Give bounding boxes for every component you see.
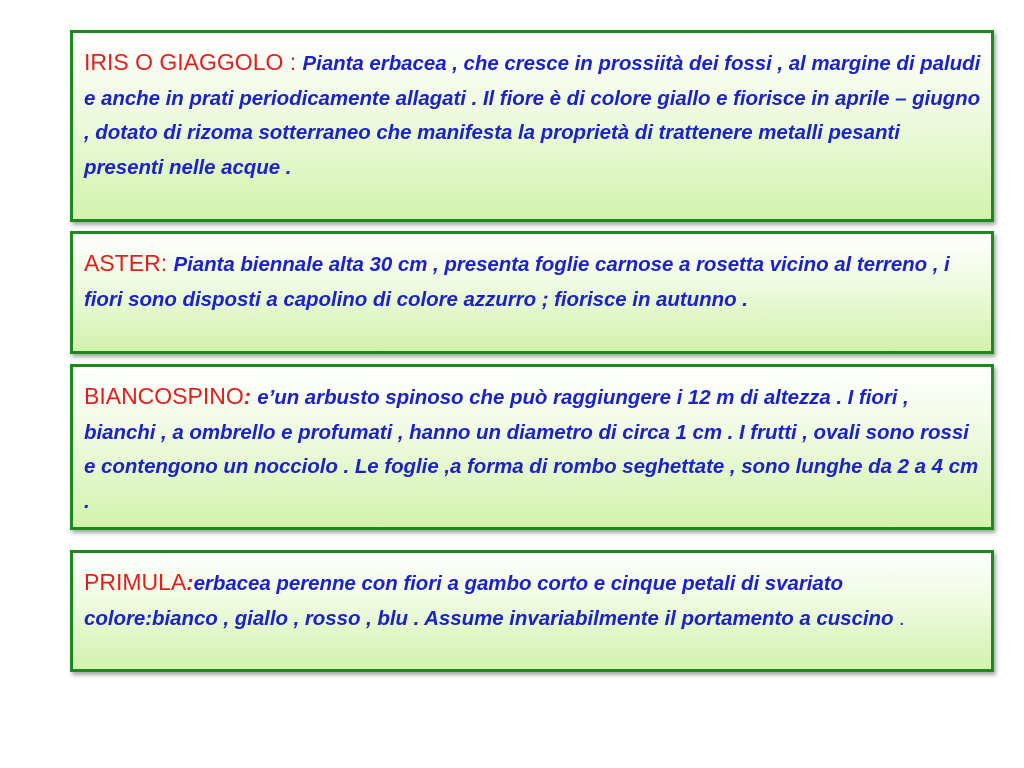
text-box-primula bbox=[70, 550, 994, 672]
colon-aster: : bbox=[160, 250, 174, 276]
description-biancospino: e’un arbusto spinoso che può raggiungere i 12 m di altezza . I fiori , bianchi , a ombrello e profumati , hanno un diametro di circa 1 cm . I frutti , ovali sono rossi e contengono un nocciolo . Le foglie ,a forma di rombo seghettate , sono lunghe da 2 a 4 cm . bbox=[84, 386, 979, 513]
heading-primula: PRIMULA bbox=[84, 569, 187, 595]
text-box-aster bbox=[70, 231, 994, 354]
text-box-iris bbox=[70, 30, 994, 222]
trailing-period-primula: . bbox=[893, 607, 905, 630]
heading-aster: ASTER bbox=[84, 250, 161, 276]
description-aster: Pianta biennale alta 30 cm , presenta foglie carnose a rosetta vicino al terreno , i fiori sono disposti a capolino di colore azzurro ; fiorisce in autunno . bbox=[84, 253, 950, 311]
colon-primula: : bbox=[186, 570, 194, 595]
heading-biancospino: BIANCOSPINO bbox=[84, 383, 244, 409]
colon-biancospino: : bbox=[243, 384, 258, 409]
text-box-biancospino bbox=[70, 364, 994, 530]
description-iris: Pianta erbacea , che cresce in prossiità dei fossi , al margine di paludi e anche in prati periodicamente allagati . Il fiore è di colore giallo e fiorisce in aprile – giugno , dotato di rizoma sotterraneo che manifesta la proprietà di trattenere metalli pesanti presenti nelle acque . bbox=[84, 52, 981, 179]
description-primula: erbacea perenne con fiori a gambo corto e cinque petali di svariato colore:bianco , giallo , rosso , blu . Assume invariabilmente il portamento a cuscino bbox=[84, 572, 894, 630]
heading-iris: IRIS O GIAGGOLO bbox=[84, 49, 290, 75]
colon-iris: : bbox=[289, 49, 303, 75]
